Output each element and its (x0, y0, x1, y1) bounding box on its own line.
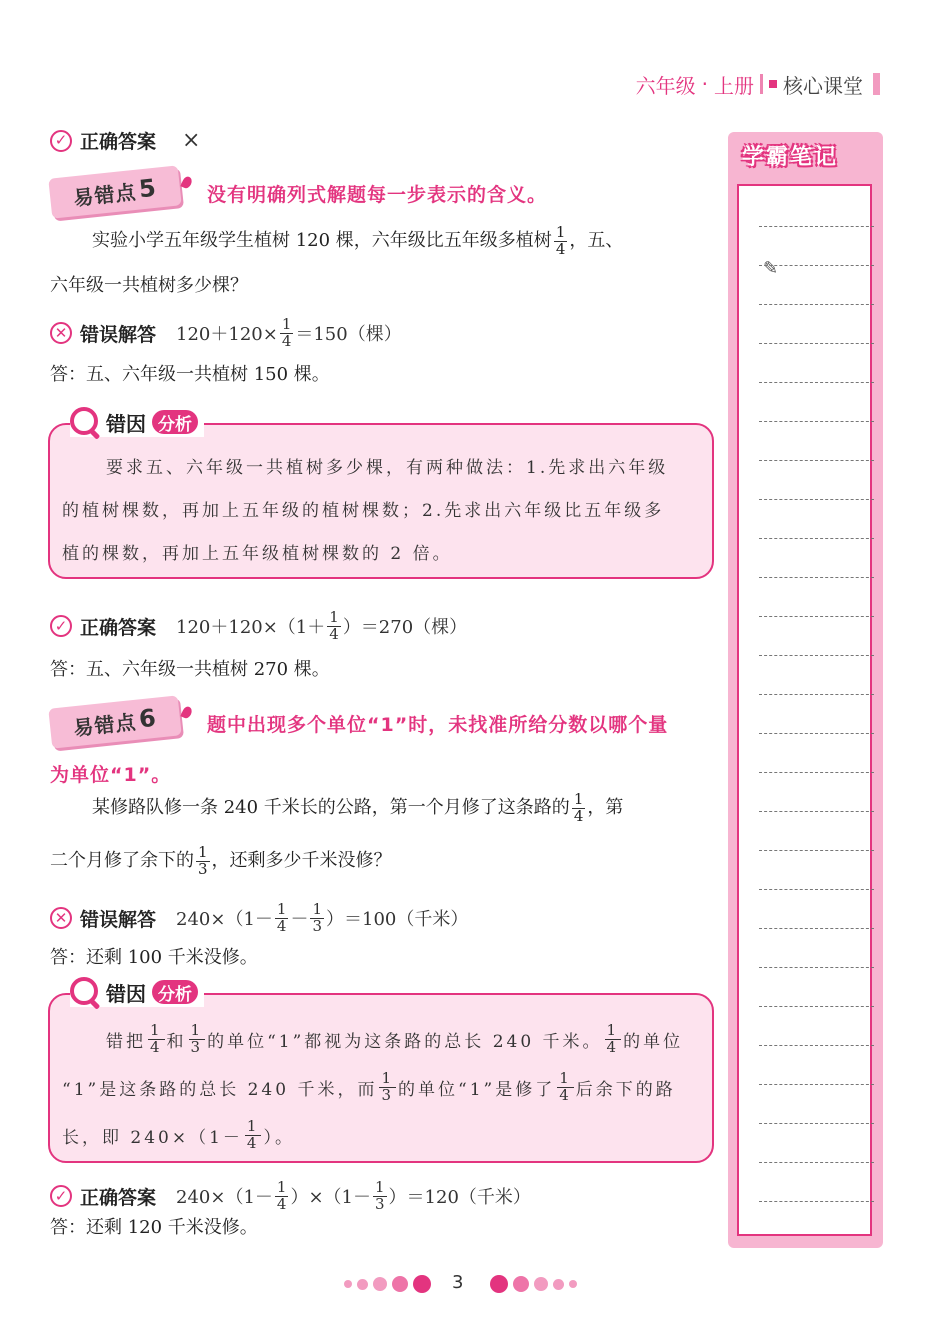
mistake-point-5-tag (48, 165, 181, 218)
mistake-point-5-title: 没有明确列式解题每一步表示的含义。 (207, 184, 548, 206)
analysis-6-header (70, 977, 204, 1007)
magnifier-icon (70, 977, 100, 1007)
x-circle-icon: ✕ (50, 322, 72, 344)
note-line (759, 967, 874, 968)
note-line (759, 577, 874, 578)
header-square-icon (769, 80, 777, 88)
x-circle-icon: ✕ (50, 907, 72, 929)
wrong-answer-label: 错误解答 (80, 908, 157, 931)
header-course: 核心课堂 (783, 73, 863, 98)
note-line (759, 772, 874, 773)
tag-dot-icon (180, 175, 193, 190)
header-volume: 上册 (714, 73, 754, 98)
check-circle-icon: ✓ (50, 615, 72, 637)
footer-dots-left (344, 1274, 431, 1294)
mistake-point-6-title-2: 为单位“1”。 (50, 764, 172, 786)
dot (392, 1276, 408, 1292)
analysis-6-line-3: 长，即 240×（1－ $\frac{1}{4}$ ）。 (62, 1117, 295, 1152)
correct-formula: 120＋120×（1＋ $\frac{1}{4}$ ）＝270（棵） (176, 608, 468, 643)
note-line (759, 850, 874, 851)
correct-answer-6-text: 答：还剩 120 千米没修。 (50, 1217, 258, 1238)
problem-text: 实验小学五年级学生植树 120 棵，六年级比五年级多植树 (92, 230, 552, 251)
dot (357, 1279, 368, 1290)
note-line (759, 460, 874, 461)
dot (553, 1279, 564, 1290)
problem-text: ，五、 (569, 230, 624, 251)
note-line (759, 1006, 874, 1007)
tag-number: 5 (137, 173, 159, 204)
tag-dot-icon (180, 705, 193, 720)
check-circle-icon: ✓ (50, 130, 72, 152)
note-line (759, 694, 874, 695)
note-line (759, 382, 874, 383)
problem-5-line-2: 六年级一共植树多少棵？ (50, 275, 248, 296)
wrong-answer-6-text: 答：还剩 100 千米没修。 (50, 947, 258, 968)
notes-area[interactable] (737, 184, 872, 1236)
check-circle-icon: ✓ (50, 1185, 72, 1207)
analysis-badge: 分析 (152, 980, 198, 1004)
footer-dots-right (490, 1274, 577, 1294)
wrong-answer-5-text: 答：五、六年级一共植树 150 棵。 (50, 364, 330, 385)
analysis-6-line-1: 错把 $\frac{1}{4}$ 和 $\frac{1}{3}$ 的单位“1”都视为这条路的总长 240 千米。 $\frac{1}{4}$ 的单位 (106, 1021, 684, 1056)
note-line (759, 499, 874, 500)
analysis-badge: 分析 (152, 410, 198, 434)
note-line (759, 226, 874, 227)
notes-sidebar (728, 132, 883, 1248)
note-line (759, 1123, 874, 1124)
note-line (759, 1084, 874, 1085)
header-separator (760, 74, 763, 94)
dot (344, 1280, 352, 1288)
note-line (759, 889, 874, 890)
correct-answer-label: 正确答案 (80, 616, 157, 639)
notes-title: 学霸笔记 (742, 145, 839, 170)
note-line (759, 421, 874, 422)
analysis-5-line-1: 要求五、六年级一共植树多少棵，有两种做法：1.先求出六年级 (106, 458, 669, 478)
analysis-5-line-3: 植的棵数，再加上五年级植树棵数的 2 倍。 (62, 544, 453, 564)
note-line (759, 733, 874, 734)
problem-6-line-2: 二个月修了余下的 $\frac{1}{3}$ ，还剩多少千米没修？ (50, 842, 392, 878)
page-header (636, 70, 880, 98)
header-bar (873, 73, 880, 95)
mistake-point-6-title-1: 题中出现多个单位“1”时，未找准所给分数以哪个量 (207, 714, 669, 736)
dot (513, 1276, 529, 1292)
note-line (759, 1045, 874, 1046)
note-line (759, 811, 874, 812)
fraction: $\frac{1}{4}$ (555, 222, 566, 258)
analysis-5-header (70, 407, 204, 437)
correct-answer-label: 正确答案 (80, 131, 157, 153)
magnifier-icon (70, 407, 100, 437)
wrong-answer-5 (50, 317, 402, 350)
note-line (759, 655, 874, 656)
problem-6-line-1: 某修路队修一条 240 千米长的公路，第一个月修了这条路的 $\frac{1}{4}$ ，第 (92, 789, 624, 825)
pencil-icon: ✎ (763, 258, 779, 279)
tag-label: 易错点 (72, 179, 138, 210)
correct-answer-value: × (182, 128, 201, 153)
correct-answer-label: 正确答案 (80, 1186, 157, 1209)
tag-label: 易错点 (72, 709, 138, 740)
analysis-title: 错因 (106, 411, 146, 436)
mistake-point-6-tag (48, 695, 181, 748)
dot (413, 1275, 431, 1293)
wrong-answer-6 (50, 902, 468, 935)
dot (373, 1277, 387, 1291)
correct-formula: 240×（1－ $\frac{1}{4}$ ）×（1－ $\frac{1}{3}$ ）＝120（千米） (176, 1178, 531, 1213)
correct-answer-5 (50, 610, 467, 643)
header-dot: · (701, 72, 708, 96)
page-number: 3 (452, 1272, 464, 1293)
analysis-5-line-2: 的植树棵数，再加上五年级的植树棵数；2.先求出六年级比五年级多 (62, 501, 665, 521)
dot (490, 1275, 508, 1293)
note-line (759, 538, 874, 539)
top-correct-answer (50, 127, 200, 154)
wrong-formula: 120＋120× $\frac{1}{4}$ ＝150（棵） (176, 315, 402, 350)
note-line (759, 616, 874, 617)
analysis-title: 错因 (106, 981, 146, 1006)
wrong-formula: 240×（1－ $\frac{1}{4}$ － $\frac{1}{3}$ ）＝100（千米） (176, 900, 469, 935)
tag-number: 6 (137, 703, 159, 734)
note-line (759, 928, 874, 929)
note-line (759, 343, 874, 344)
wrong-answer-label: 错误解答 (80, 323, 157, 346)
note-line (759, 304, 874, 305)
problem-5-line-1 (92, 218, 623, 264)
note-line (759, 265, 874, 266)
analysis-6-line-2: “1”是这条路的总长 240 千米，而 $\frac{1}{3}$ 的单位“1”是修了 $\frac{1}{4}$ 后余下的路 (62, 1069, 676, 1104)
note-line (759, 1201, 874, 1202)
header-grade: 六年级 (635, 73, 696, 98)
analysis-box-5 (48, 423, 714, 579)
correct-answer-5-text: 答：五、六年级一共植树 270 棵。 (50, 659, 330, 680)
analysis-box-6 (48, 993, 714, 1163)
dot (569, 1280, 577, 1288)
note-line (759, 1162, 874, 1163)
dot (534, 1277, 548, 1291)
